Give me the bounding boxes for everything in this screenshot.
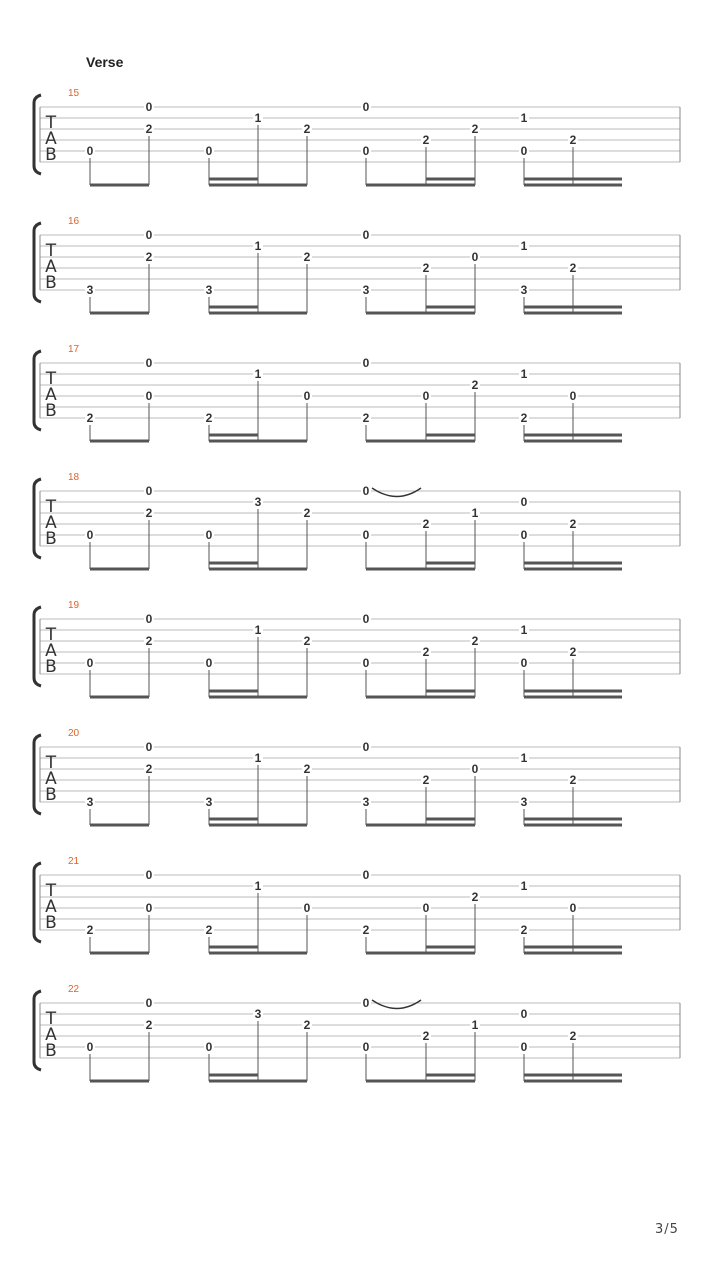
beam xyxy=(524,824,622,827)
fret-number: 0 xyxy=(145,389,153,403)
fret-number: 2 xyxy=(145,762,153,776)
tie-arc xyxy=(372,1000,421,1009)
fret-number: 2 xyxy=(569,133,577,147)
fret-number: 2 xyxy=(471,890,479,904)
beam xyxy=(90,312,149,315)
fret-number: 0 xyxy=(145,484,153,498)
fret-number: 2 xyxy=(205,923,213,937)
measure-number: 17 xyxy=(68,344,80,355)
fret-number: 0 xyxy=(362,228,370,242)
fret-number: 2 xyxy=(145,1018,153,1032)
fret-number: 0 xyxy=(303,901,311,915)
beam xyxy=(209,696,307,699)
tab-clef-letter: A xyxy=(45,897,57,917)
fret-number: 2 xyxy=(422,133,430,147)
fret-number: 2 xyxy=(362,923,370,937)
tab-system xyxy=(34,88,680,187)
beam xyxy=(524,946,622,949)
fret-number: 0 xyxy=(86,656,94,670)
measure-number: 16 xyxy=(68,216,80,227)
measure-number: 15 xyxy=(68,88,80,99)
tab-clef-letter: T xyxy=(45,753,57,773)
measure-number: 19 xyxy=(68,600,80,611)
measure-number: 20 xyxy=(68,728,80,739)
beam xyxy=(209,440,307,443)
fret-number: 2 xyxy=(362,411,370,425)
fret-number: 1 xyxy=(520,623,528,637)
fret-number: 1 xyxy=(520,879,528,893)
fret-number: 1 xyxy=(254,751,262,765)
beam xyxy=(524,434,622,437)
fret-number: 0 xyxy=(520,495,528,509)
tab-clef-letter: A xyxy=(45,641,57,661)
tab-system xyxy=(34,600,680,699)
measure-number: 18 xyxy=(68,472,80,483)
fret-number: 1 xyxy=(254,111,262,125)
fret-number: 3 xyxy=(520,283,528,297)
beam xyxy=(366,1080,475,1083)
tab-clef-letter: A xyxy=(45,129,57,149)
page-number: 3/5 xyxy=(655,1222,679,1237)
beam xyxy=(524,178,622,181)
beam xyxy=(524,1080,622,1083)
fret-number: 3 xyxy=(520,795,528,809)
tab-clef-letter: A xyxy=(45,513,57,533)
tab-clef-letter: A xyxy=(45,385,57,405)
fret-number: 0 xyxy=(422,389,430,403)
fret-number: 1 xyxy=(471,506,479,520)
fret-number: 0 xyxy=(569,389,577,403)
fret-number: 2 xyxy=(471,634,479,648)
beam xyxy=(524,1074,622,1077)
fret-number: 2 xyxy=(145,506,153,520)
beam xyxy=(426,1074,475,1077)
tab-system xyxy=(34,856,680,955)
fret-number: 2 xyxy=(303,250,311,264)
tab-clef-letter: T xyxy=(45,625,57,645)
fret-number: 2 xyxy=(569,645,577,659)
fret-number: 0 xyxy=(520,144,528,158)
fret-number: 3 xyxy=(254,1007,262,1021)
beam xyxy=(426,434,475,437)
beam xyxy=(524,818,622,821)
beam xyxy=(426,946,475,949)
fret-number: 2 xyxy=(303,762,311,776)
beam xyxy=(209,178,258,181)
fret-number: 1 xyxy=(520,751,528,765)
fret-number: 2 xyxy=(86,923,94,937)
tab-clef-letter: A xyxy=(45,1025,57,1045)
fret-number: 0 xyxy=(362,868,370,882)
beam xyxy=(209,952,307,955)
beam xyxy=(524,562,622,565)
beam xyxy=(426,818,475,821)
beam xyxy=(426,306,475,309)
beam xyxy=(209,306,258,309)
fret-number: 0 xyxy=(362,740,370,754)
beam xyxy=(366,696,475,699)
beam xyxy=(90,440,149,443)
fret-number: 2 xyxy=(422,517,430,531)
fret-number: 0 xyxy=(145,996,153,1010)
beam xyxy=(524,690,622,693)
fret-number: 2 xyxy=(145,122,153,136)
beam xyxy=(209,1080,307,1083)
fret-number: 2 xyxy=(303,1018,311,1032)
beam xyxy=(524,306,622,309)
beam xyxy=(209,568,307,571)
fret-number: 0 xyxy=(205,528,213,542)
beam xyxy=(524,696,622,699)
fret-number: 0 xyxy=(145,356,153,370)
fret-number: 0 xyxy=(145,868,153,882)
section-label: Verse xyxy=(86,54,124,70)
tab-clef-letter: T xyxy=(45,1009,57,1029)
beam xyxy=(426,690,475,693)
beam xyxy=(209,946,258,949)
fret-number: 0 xyxy=(205,144,213,158)
tab-clef-letter: B xyxy=(45,401,57,421)
beam xyxy=(524,952,622,955)
tab-clef-letter: T xyxy=(45,497,57,517)
fret-number: 2 xyxy=(520,923,528,937)
fret-number: 1 xyxy=(520,239,528,253)
fret-number: 2 xyxy=(205,411,213,425)
fret-number: 3 xyxy=(86,795,94,809)
fret-number: 0 xyxy=(362,656,370,670)
fret-number: 3 xyxy=(362,283,370,297)
fret-number: 0 xyxy=(86,144,94,158)
fret-number: 2 xyxy=(471,122,479,136)
beam xyxy=(209,824,307,827)
beam xyxy=(90,696,149,699)
fret-number: 0 xyxy=(362,484,370,498)
fret-number: 2 xyxy=(303,634,311,648)
tab-system xyxy=(34,216,680,315)
tab-clef-letter: B xyxy=(45,913,57,933)
fret-number: 0 xyxy=(145,612,153,626)
fret-number: 2 xyxy=(303,506,311,520)
beam xyxy=(366,952,475,955)
beam xyxy=(524,184,622,187)
fret-number: 0 xyxy=(362,144,370,158)
tab-system xyxy=(34,984,680,1083)
beam xyxy=(90,824,149,827)
beam xyxy=(524,568,622,571)
fret-number: 0 xyxy=(145,740,153,754)
fret-number: 0 xyxy=(471,762,479,776)
fret-number: 0 xyxy=(205,656,213,670)
beam xyxy=(209,434,258,437)
fret-number: 2 xyxy=(303,122,311,136)
tab-system xyxy=(34,344,680,443)
tab-clef-letter: B xyxy=(45,785,57,805)
fret-number: 0 xyxy=(520,528,528,542)
tab-clef-letter: B xyxy=(45,529,57,549)
fret-number: 2 xyxy=(145,634,153,648)
beam xyxy=(524,312,622,315)
measure-number: 21 xyxy=(68,856,80,867)
fret-number: 3 xyxy=(205,795,213,809)
measure-number: 22 xyxy=(68,984,80,995)
fret-number: 0 xyxy=(471,250,479,264)
fret-number: 2 xyxy=(422,645,430,659)
fret-number: 2 xyxy=(86,411,94,425)
fret-number: 2 xyxy=(569,773,577,787)
fret-number: 2 xyxy=(569,1029,577,1043)
fret-number: 0 xyxy=(145,901,153,915)
fret-number: 0 xyxy=(362,100,370,114)
tab-clef-letter: T xyxy=(45,113,57,133)
fret-number: 0 xyxy=(303,389,311,403)
fret-number: 0 xyxy=(145,100,153,114)
fret-number: 2 xyxy=(569,517,577,531)
tab-system xyxy=(34,472,680,571)
fret-number: 1 xyxy=(254,623,262,637)
fret-number: 0 xyxy=(362,612,370,626)
fret-number: 1 xyxy=(254,239,262,253)
fret-number: 1 xyxy=(471,1018,479,1032)
fret-number: 0 xyxy=(86,528,94,542)
beam xyxy=(209,1074,258,1077)
tab-clef-letter: T xyxy=(45,881,57,901)
beam xyxy=(90,568,149,571)
fret-number: 2 xyxy=(520,411,528,425)
beam xyxy=(90,952,149,955)
fret-number: 3 xyxy=(205,283,213,297)
beam xyxy=(366,184,475,187)
beam xyxy=(426,178,475,181)
beam xyxy=(366,312,475,315)
tab-clef-letter: T xyxy=(45,369,57,389)
fret-number: 0 xyxy=(520,1007,528,1021)
fret-number: 2 xyxy=(422,261,430,275)
fret-number: 1 xyxy=(520,367,528,381)
beam xyxy=(366,568,475,571)
fret-number: 3 xyxy=(254,495,262,509)
tab-clef-letter: B xyxy=(45,145,57,165)
fret-number: 2 xyxy=(422,1029,430,1043)
fret-number: 1 xyxy=(254,367,262,381)
tab-clef-letter: B xyxy=(45,273,57,293)
fret-number: 0 xyxy=(520,656,528,670)
fret-number: 2 xyxy=(569,261,577,275)
beam xyxy=(366,440,475,443)
tie-arc xyxy=(372,488,421,497)
tab-system xyxy=(34,728,680,827)
tab-clef-letter: A xyxy=(45,769,57,789)
fret-number: 3 xyxy=(362,795,370,809)
tab-clef-letter: T xyxy=(45,241,57,261)
tab-clef-letter: A xyxy=(45,257,57,277)
fret-number: 1 xyxy=(520,111,528,125)
fret-number: 0 xyxy=(362,356,370,370)
fret-number: 0 xyxy=(205,1040,213,1054)
fret-number: 2 xyxy=(471,378,479,392)
fret-number: 2 xyxy=(145,250,153,264)
fret-number: 0 xyxy=(362,1040,370,1054)
beam xyxy=(209,690,258,693)
tab-clef-letter: B xyxy=(45,657,57,677)
fret-number: 0 xyxy=(362,996,370,1010)
fret-number: 0 xyxy=(569,901,577,915)
beam xyxy=(426,562,475,565)
beam xyxy=(524,440,622,443)
fret-number: 1 xyxy=(254,879,262,893)
fret-number: 0 xyxy=(86,1040,94,1054)
beam xyxy=(209,562,258,565)
fret-number: 2 xyxy=(422,773,430,787)
beam xyxy=(209,312,307,315)
beam xyxy=(209,818,258,821)
fret-number: 0 xyxy=(145,228,153,242)
beam xyxy=(209,184,307,187)
beam xyxy=(90,184,149,187)
beam xyxy=(366,824,475,827)
tab-clef-letter: B xyxy=(45,1041,57,1061)
fret-number: 0 xyxy=(362,528,370,542)
fret-number: 0 xyxy=(422,901,430,915)
fret-number: 3 xyxy=(86,283,94,297)
fret-number: 0 xyxy=(520,1040,528,1054)
beam xyxy=(90,1080,149,1083)
